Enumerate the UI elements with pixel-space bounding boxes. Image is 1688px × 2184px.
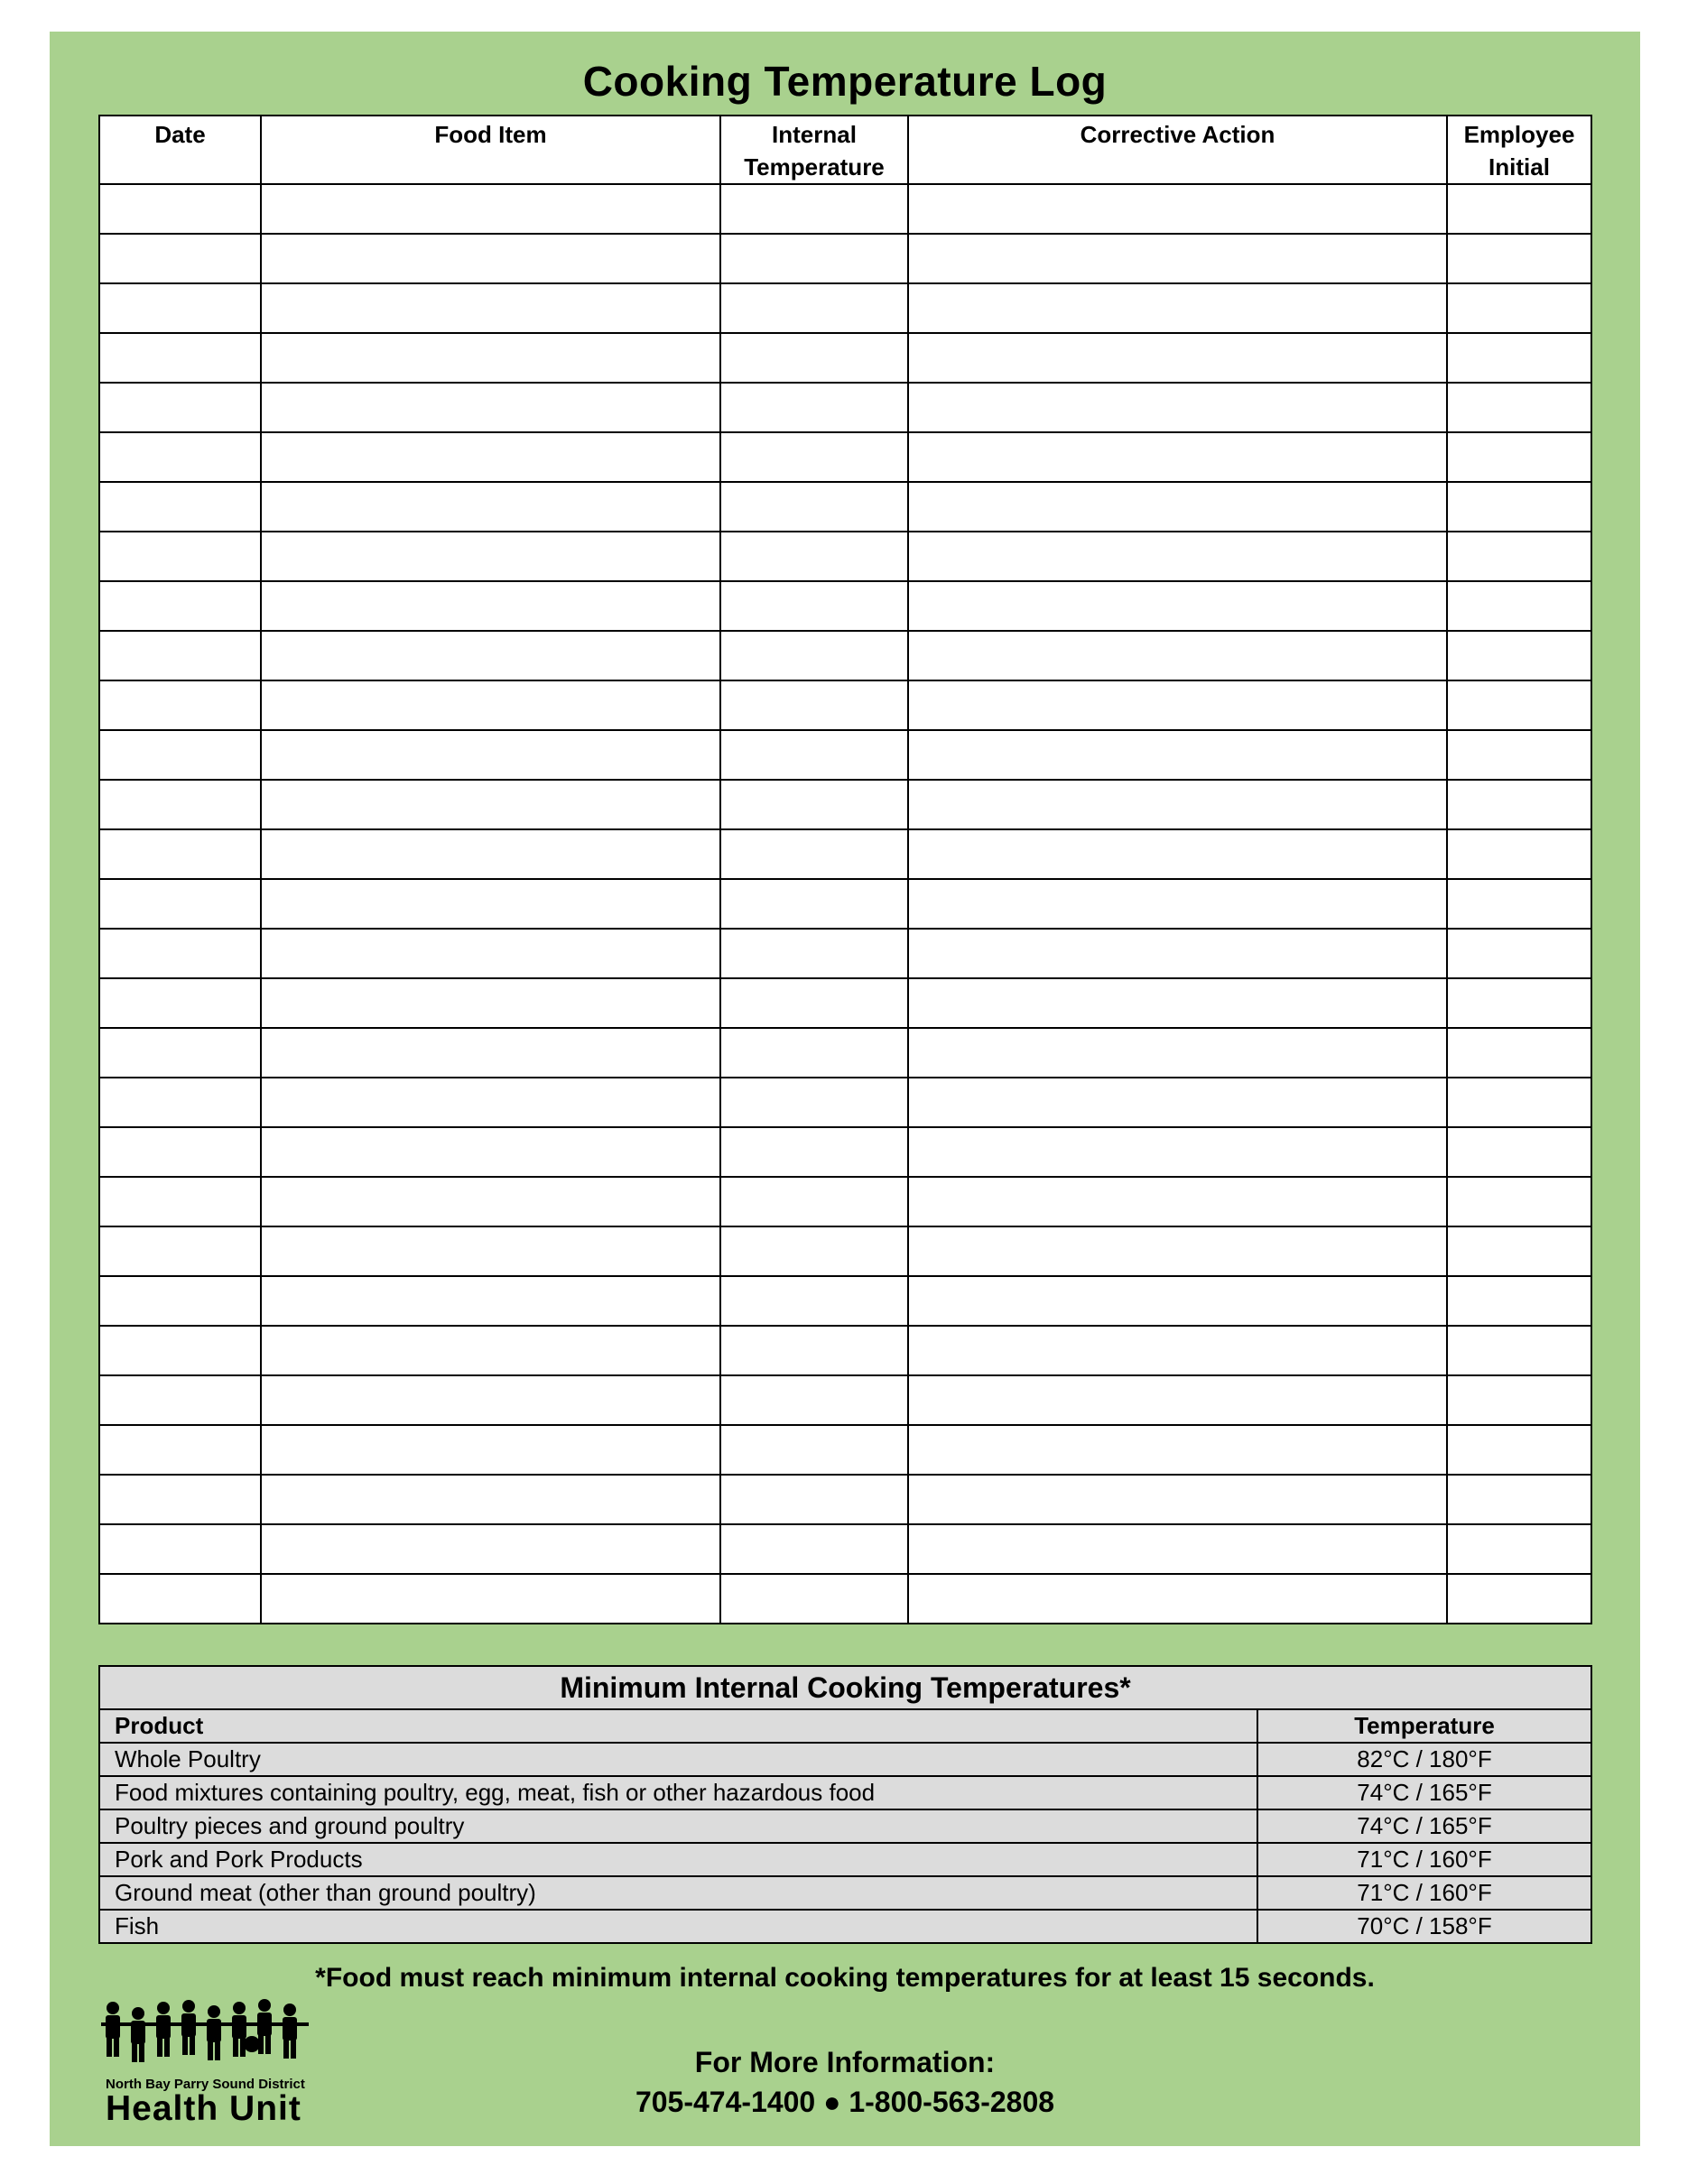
reference-row <box>99 1843 1591 1876</box>
temperature-cell: 82°C / 180°F <box>1257 1743 1591 1776</box>
internal-temperature-cell[interactable] <box>720 1276 908 1326</box>
log-row <box>99 730 1591 780</box>
temperature-cell: 71°C / 160°F <box>1257 1843 1591 1876</box>
employee-initial-cell[interactable] <box>1447 333 1591 383</box>
employee-initial-cell[interactable] <box>1447 829 1591 879</box>
food-item-cell[interactable] <box>261 730 720 780</box>
internal-temperature-cell[interactable] <box>720 1574 908 1624</box>
food-item-header: Food Item <box>261 116 720 184</box>
log-row <box>99 581 1591 631</box>
food-item-cell[interactable] <box>261 1425 720 1475</box>
corrective-action-cell[interactable] <box>908 680 1447 730</box>
internal-temperature-cell[interactable] <box>720 929 908 978</box>
log-row <box>99 1177 1591 1226</box>
corrective-action-cell[interactable] <box>908 1326 1447 1375</box>
employee-initial-cell[interactable] <box>1447 383 1591 432</box>
corrective-action-cell[interactable] <box>908 879 1447 929</box>
product-cell: Food mixtures containing poultry, egg, meat, fish or other hazardous food <box>99 1776 1257 1809</box>
corrective-action-cell[interactable] <box>908 780 1447 829</box>
employee-initial-cell[interactable] <box>1447 1326 1591 1375</box>
date-cell[interactable] <box>99 879 261 929</box>
date-cell[interactable] <box>99 1127 261 1177</box>
food-item-cell[interactable] <box>261 1276 720 1326</box>
employee-initial-header: Employee Initial <box>1447 116 1591 184</box>
internal-temperature-cell[interactable] <box>720 879 908 929</box>
log-row <box>99 1226 1591 1276</box>
internal-temperature-cell[interactable] <box>720 333 908 383</box>
internal-temperature-cell[interactable] <box>720 1475 908 1524</box>
date-cell[interactable] <box>99 929 261 978</box>
internal-temperature-cell[interactable] <box>720 383 908 432</box>
employee-initial-cell[interactable] <box>1447 283 1591 333</box>
log-row <box>99 1574 1591 1624</box>
reference-caption: Minimum Internal Cooking Temperatures* <box>99 1666 1591 1709</box>
corrective-action-cell[interactable] <box>908 383 1447 432</box>
food-item-cell[interactable] <box>261 1475 720 1524</box>
internal-temperature-cell[interactable] <box>720 234 908 283</box>
employee-initial-cell[interactable] <box>1447 680 1591 730</box>
internal-temperature-cell[interactable] <box>720 730 908 780</box>
date-cell[interactable] <box>99 680 261 730</box>
food-item-cell[interactable] <box>261 432 720 482</box>
employee-initial-cell[interactable] <box>1447 929 1591 978</box>
reference-row <box>99 1876 1591 1910</box>
corrective-action-cell[interactable] <box>908 1028 1447 1078</box>
corrective-action-cell[interactable] <box>908 432 1447 482</box>
food-item-cell[interactable] <box>261 532 720 581</box>
date-cell[interactable] <box>99 1177 261 1226</box>
internal-temperature-header: Internal Temperature <box>720 116 908 184</box>
food-item-cell[interactable] <box>261 680 720 730</box>
food-item-cell[interactable] <box>261 482 720 532</box>
employee-initial-cell[interactable] <box>1447 1475 1591 1524</box>
corrective-action-cell[interactable] <box>908 1574 1447 1624</box>
corrective-action-cell[interactable] <box>908 1425 1447 1475</box>
employee-initial-cell[interactable] <box>1447 730 1591 780</box>
log-row <box>99 532 1591 581</box>
food-item-cell[interactable] <box>261 978 720 1028</box>
food-item-cell[interactable] <box>261 333 720 383</box>
reference-row <box>99 1776 1591 1809</box>
log-row <box>99 333 1591 383</box>
minimum-temperatures-table <box>98 1665 1592 1944</box>
log-row <box>99 1127 1591 1177</box>
corrective-action-cell[interactable] <box>908 1127 1447 1177</box>
employee-initial-cell[interactable] <box>1447 879 1591 929</box>
log-row <box>99 879 1591 929</box>
employee-initial-cell[interactable] <box>1447 581 1591 631</box>
date-cell[interactable] <box>99 1375 261 1425</box>
date-cell[interactable] <box>99 383 261 432</box>
temperature-cell: 74°C / 165°F <box>1257 1809 1591 1843</box>
log-row <box>99 978 1591 1028</box>
employee-initial-cell[interactable] <box>1447 780 1591 829</box>
corrective-action-cell[interactable] <box>908 532 1447 581</box>
internal-temperature-cell[interactable] <box>720 432 908 482</box>
employee-initial-cell[interactable] <box>1447 1028 1591 1078</box>
log-row <box>99 283 1591 333</box>
date-cell[interactable] <box>99 1078 261 1127</box>
employee-initial-cell[interactable] <box>1447 1177 1591 1226</box>
temperature-log-table <box>98 115 1592 1624</box>
corrective-action-cell[interactable] <box>908 184 1447 234</box>
internal-temperature-cell[interactable] <box>720 1524 908 1574</box>
employee-initial-cell[interactable] <box>1447 234 1591 283</box>
log-row <box>99 1078 1591 1127</box>
employee-initial-cell[interactable] <box>1447 482 1591 532</box>
employee-initial-cell[interactable] <box>1447 1226 1591 1276</box>
food-item-cell[interactable] <box>261 1028 720 1078</box>
date-cell[interactable] <box>99 1574 261 1624</box>
contact-phones: 705-474-1400 ● 1-800-563-2808 <box>635 2086 1055 2118</box>
corrective-action-cell[interactable] <box>908 978 1447 1028</box>
temperature-header: Temperature <box>1257 1709 1591 1743</box>
log-row <box>99 1375 1591 1425</box>
food-item-cell[interactable] <box>261 184 720 234</box>
corrective-action-cell[interactable] <box>908 1078 1447 1127</box>
log-row <box>99 383 1591 432</box>
corrective-action-cell[interactable] <box>908 234 1447 283</box>
reference-row <box>99 1743 1591 1776</box>
log-row <box>99 1028 1591 1078</box>
employee-initial-cell[interactable] <box>1447 1078 1591 1127</box>
reference-row <box>99 1809 1591 1843</box>
internal-temperature-cell[interactable] <box>720 1028 908 1078</box>
corrective-action-cell[interactable] <box>908 581 1447 631</box>
log-row <box>99 482 1591 532</box>
date-cell[interactable] <box>99 1425 261 1475</box>
food-item-cell[interactable] <box>261 829 720 879</box>
corrective-action-cell[interactable] <box>908 1226 1447 1276</box>
log-row <box>99 184 1591 234</box>
log-header-row <box>99 116 1591 184</box>
log-row <box>99 234 1591 283</box>
corrective-action-cell[interactable] <box>908 1375 1447 1425</box>
temperature-cell: 74°C / 165°F <box>1257 1776 1591 1809</box>
date-cell[interactable] <box>99 283 261 333</box>
date-cell[interactable] <box>99 432 261 482</box>
internal-temperature-cell[interactable] <box>720 1375 908 1425</box>
corrective-action-cell[interactable] <box>908 482 1447 532</box>
date-cell[interactable] <box>99 829 261 879</box>
employee-initial-cell[interactable] <box>1447 432 1591 482</box>
food-item-cell[interactable] <box>261 1177 720 1226</box>
internal-temperature-cell[interactable] <box>720 780 908 829</box>
internal-temperature-cell[interactable] <box>720 829 908 879</box>
log-row <box>99 1276 1591 1326</box>
corrective-action-cell[interactable] <box>908 333 1447 383</box>
form-panel <box>50 32 1640 2146</box>
log-row <box>99 631 1591 680</box>
date-cell[interactable] <box>99 581 261 631</box>
employee-initial-cell[interactable] <box>1447 532 1591 581</box>
date-cell[interactable] <box>99 234 261 283</box>
food-item-cell[interactable] <box>261 234 720 283</box>
food-item-cell[interactable] <box>261 283 720 333</box>
corrective-action-header: Corrective Action <box>908 116 1447 184</box>
employee-initial-cell[interactable] <box>1447 1524 1591 1574</box>
internal-temperature-cell[interactable] <box>720 532 908 581</box>
employee-initial-cell[interactable] <box>1447 978 1591 1028</box>
internal-temperature-cell[interactable] <box>720 680 908 730</box>
food-item-cell[interactable] <box>261 1078 720 1127</box>
corrective-action-cell[interactable] <box>908 1177 1447 1226</box>
internal-temperature-cell[interactable] <box>720 1177 908 1226</box>
internal-temperature-cell[interactable] <box>720 1127 908 1177</box>
date-cell[interactable] <box>99 333 261 383</box>
log-row <box>99 680 1591 730</box>
employee-initial-cell[interactable] <box>1447 631 1591 680</box>
corrective-action-cell[interactable] <box>908 283 1447 333</box>
log-row <box>99 929 1591 978</box>
product-cell: Ground meat (other than ground poultry) <box>99 1876 1257 1910</box>
corrective-action-cell[interactable] <box>908 730 1447 780</box>
food-item-cell[interactable] <box>261 581 720 631</box>
temperature-cell: 71°C / 160°F <box>1257 1876 1591 1910</box>
corrective-action-cell[interactable] <box>908 631 1447 680</box>
internal-temperature-cell[interactable] <box>720 184 908 234</box>
date-header: Date <box>99 116 261 184</box>
employee-initial-cell[interactable] <box>1447 1276 1591 1326</box>
footnote: *Food must reach minimum internal cooking temperatures for at least 15 seconds. <box>315 1963 1375 1993</box>
internal-temperature-cell[interactable] <box>720 631 908 680</box>
employee-initial-cell[interactable] <box>1447 184 1591 234</box>
internal-temperature-cell[interactable] <box>720 283 908 333</box>
internal-temperature-cell[interactable] <box>720 1226 908 1276</box>
corrective-action-cell[interactable] <box>908 1524 1447 1574</box>
internal-temperature-cell[interactable] <box>720 1425 908 1475</box>
food-item-cell[interactable] <box>261 879 720 929</box>
food-item-cell[interactable] <box>261 1375 720 1425</box>
page-title: Cooking Temperature Log <box>582 58 1108 105</box>
date-cell[interactable] <box>99 1524 261 1574</box>
food-item-cell[interactable] <box>261 1226 720 1276</box>
date-cell[interactable] <box>99 1475 261 1524</box>
date-cell[interactable] <box>99 730 261 780</box>
date-cell[interactable] <box>99 1226 261 1276</box>
employee-initial-cell[interactable] <box>1447 1425 1591 1475</box>
food-item-cell[interactable] <box>261 1524 720 1574</box>
date-cell[interactable] <box>99 184 261 234</box>
employee-initial-cell[interactable] <box>1447 1127 1591 1177</box>
date-cell[interactable] <box>99 631 261 680</box>
temperature-cell: 70°C / 158°F <box>1257 1910 1591 1943</box>
log-row <box>99 780 1591 829</box>
employee-initial-cell[interactable] <box>1447 1375 1591 1425</box>
corrective-action-cell[interactable] <box>908 829 1447 879</box>
log-row <box>99 1425 1591 1475</box>
corrective-action-cell[interactable] <box>908 1276 1447 1326</box>
date-cell[interactable] <box>99 1276 261 1326</box>
date-cell[interactable] <box>99 780 261 829</box>
log-row <box>99 1326 1591 1375</box>
food-item-cell[interactable] <box>261 780 720 829</box>
product-cell: Fish <box>99 1910 1257 1943</box>
food-item-cell[interactable] <box>261 383 720 432</box>
food-item-cell[interactable] <box>261 631 720 680</box>
employee-initial-cell[interactable] <box>1447 1574 1591 1624</box>
internal-temperature-cell[interactable] <box>720 1326 908 1375</box>
corrective-action-cell[interactable] <box>908 1475 1447 1524</box>
product-cell: Pork and Pork Products <box>99 1843 1257 1876</box>
internal-temperature-cell[interactable] <box>720 1078 908 1127</box>
internal-temperature-cell[interactable] <box>720 978 908 1028</box>
reference-row <box>99 1910 1591 1943</box>
log-row <box>99 432 1591 482</box>
contact-heading: For More Information: <box>694 2046 996 2078</box>
date-cell[interactable] <box>99 1326 261 1375</box>
logo-district-text: North Bay Parry Sound District <box>106 2077 305 2092</box>
date-cell[interactable] <box>99 532 261 581</box>
log-row <box>99 1475 1591 1524</box>
date-cell[interactable] <box>99 978 261 1028</box>
date-cell[interactable] <box>99 1028 261 1078</box>
internal-temperature-cell[interactable] <box>720 581 908 631</box>
product-cell: Poultry pieces and ground poultry <box>99 1809 1257 1843</box>
log-row <box>99 1524 1591 1574</box>
product-cell: Whole Poultry <box>99 1743 1257 1776</box>
log-row <box>99 829 1591 879</box>
food-item-cell[interactable] <box>261 1574 720 1624</box>
date-cell[interactable] <box>99 482 261 532</box>
food-item-cell[interactable] <box>261 1326 720 1375</box>
food-item-cell[interactable] <box>261 929 720 978</box>
internal-temperature-cell[interactable] <box>720 482 908 532</box>
logo-health-unit-text: Health Unit <box>106 2089 301 2128</box>
food-item-cell[interactable] <box>261 1127 720 1177</box>
corrective-action-cell[interactable] <box>908 929 1447 978</box>
product-header: Product <box>99 1709 1257 1743</box>
